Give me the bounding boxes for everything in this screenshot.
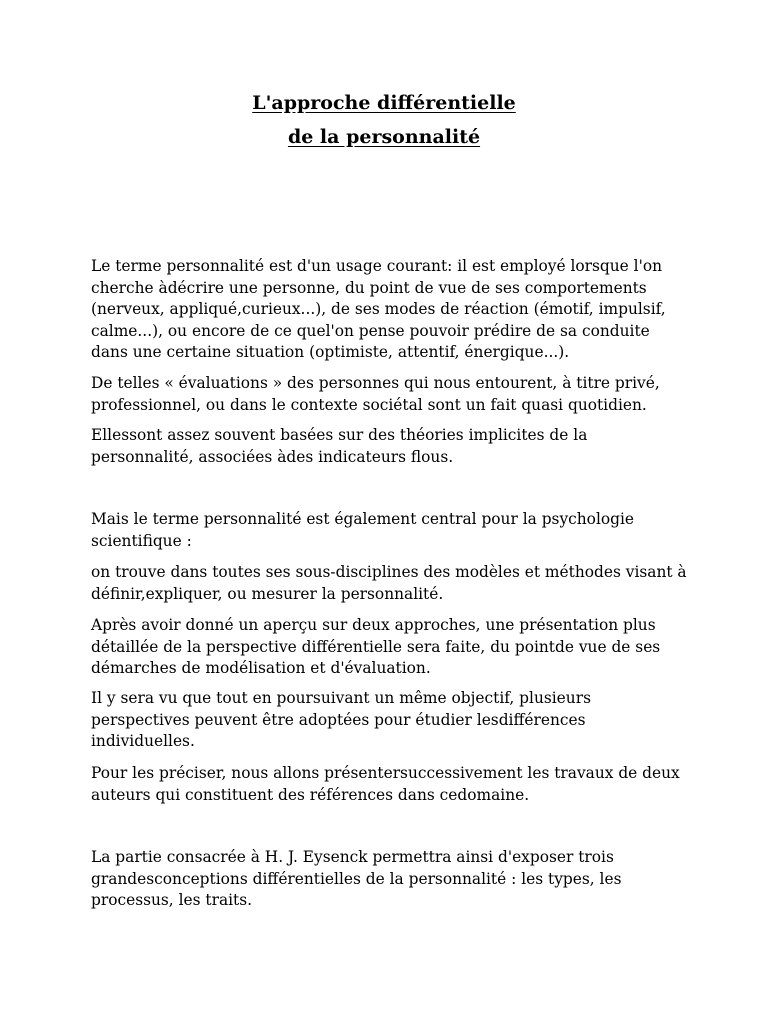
paragraph-6 — [91, 615, 691, 680]
paragraph-5 — [91, 562, 691, 605]
paragraph-text: on trouve dans toutes ses sous-disciplines des modèles et méthodes visant à définir,expliquer, ou mesurer la personnalité. — [91, 563, 687, 603]
title-line-1: L'approche différentielle — [252, 92, 516, 114]
paragraph-9 — [91, 847, 691, 912]
paragraph-8 — [91, 763, 691, 806]
paragraph-1 — [91, 256, 691, 364]
paragraph-text: La partie consacrée à H. J. Eysenck permettra ainsi d'exposer trois grandesconceptions différentielles de la personnalité : les types, les processus, les traits. — [91, 848, 622, 909]
paragraph-text: Il y sera vu que tout en poursuivant un même objectif, plusieurs perspectives peuvent être adoptées pour étudier lesdifférences individuelles. — [91, 689, 591, 750]
paragraph-text: De telles « évaluations » des personnes qui nous entourent, à titre privé, professionnel, ou dans le contexte sociétal sont un fait quasi quotidien. — [91, 374, 660, 414]
paragraph-text: Mais le terme personnalité est également central pour la psychologie scientifique : — [91, 510, 635, 550]
paragraph-3 — [91, 425, 691, 468]
paragraph-text: Le terme personnalité est d'un usage courant: il est employé lorsque l'on cherche àdécrire une personne, du point de vue de ses comportements (nerveux, appliqué,curieux...), de ses modes de réaction (émotif, impulsif, calme...), ou encore de ce quel'on pense pouvoir prédire de sa conduite dans une certaine situation (optimiste, attentif, énergique...). — [91, 257, 666, 361]
paragraph-text: Pour les préciser, nous allons présentersuccessivement les travaux de deux auteurs qui constituent des références dans cedomaine. — [91, 764, 680, 804]
paragraph-4 — [91, 509, 691, 552]
paragraph-2 — [91, 373, 691, 416]
document-title — [0, 86, 768, 154]
paragraph-text: Ellessont assez souvent basées sur des théories implicites de la personnalité, associées àdes indicateurs flous. — [91, 426, 588, 466]
title-line-2: de la personnalité — [287, 126, 481, 148]
paragraph-text: Après avoir donné un aperçu sur deux approches, une présentation plus détaillée de la perspective différentielle sera faite, du pointde vue de ses démarches de modélisation et d'évaluation. — [91, 616, 661, 677]
paragraph-7 — [91, 688, 691, 753]
